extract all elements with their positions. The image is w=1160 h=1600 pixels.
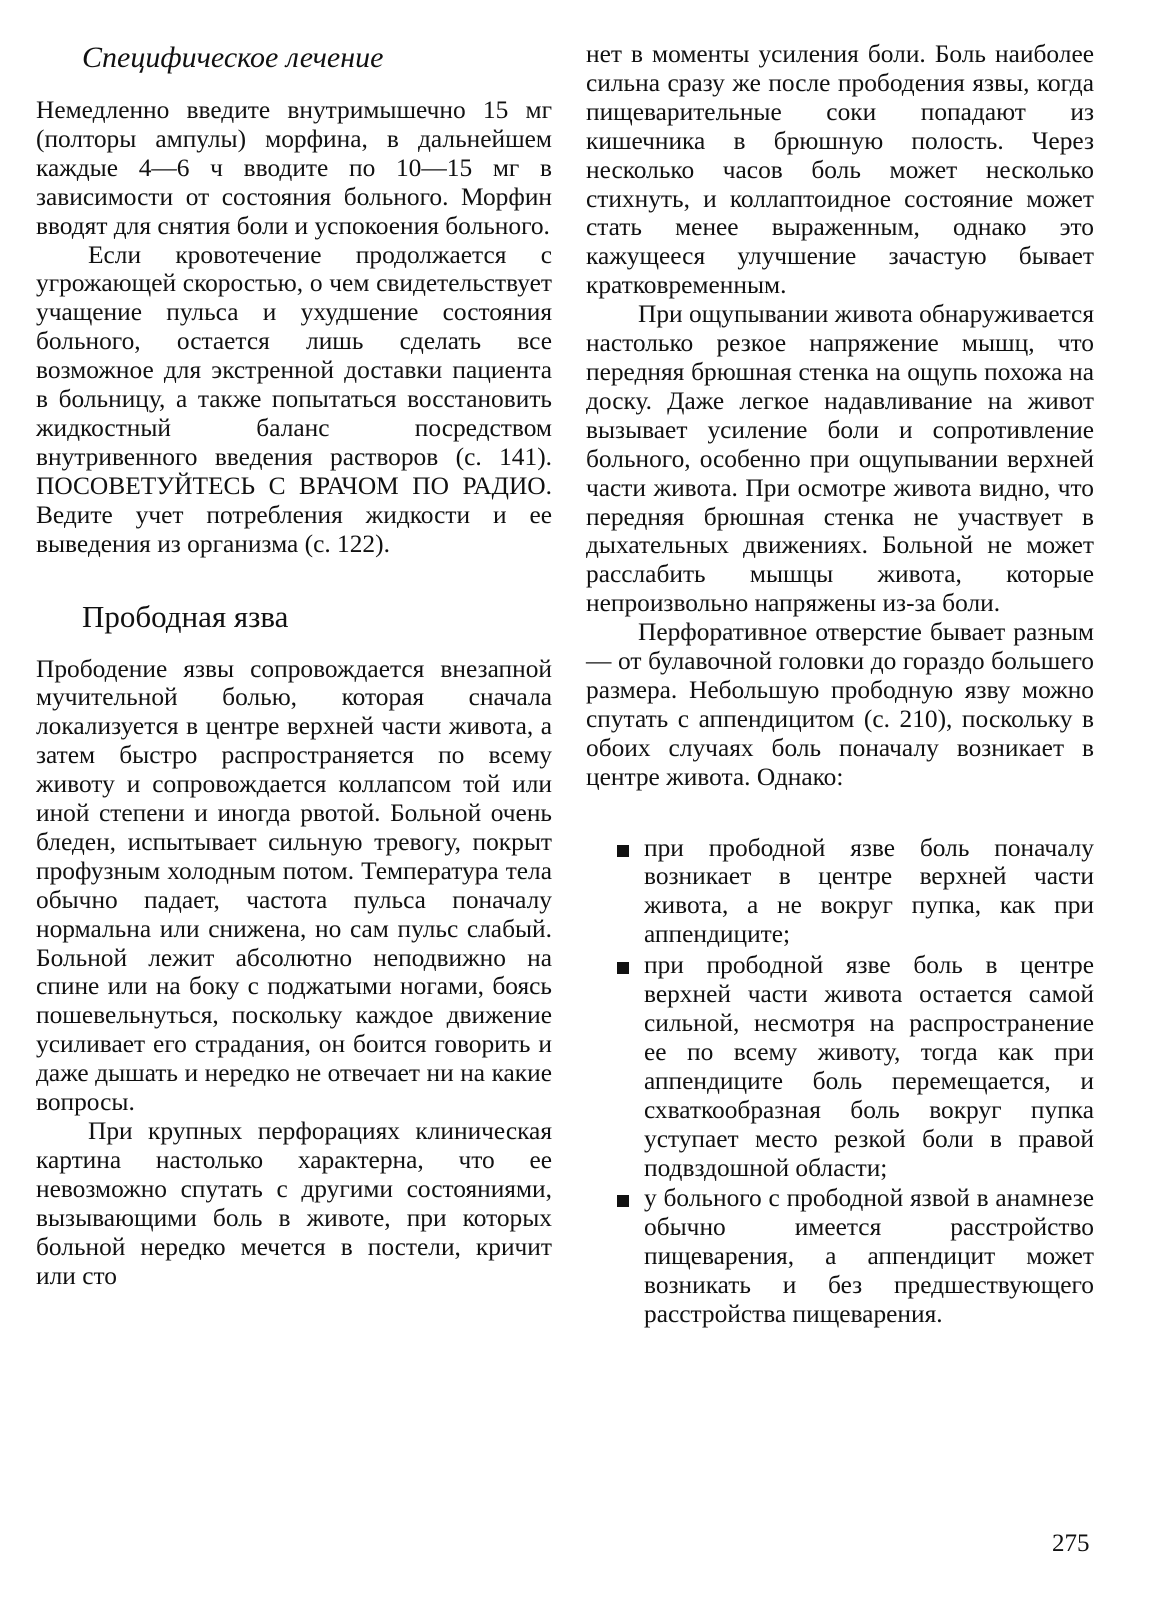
square-bullet-icon	[617, 962, 629, 974]
paragraph-bleeding: Если кровотечение продолжается с угрожающей скоростью, о чем свидетельствует учащение пульса и ухудшение состояния больного, остается лишь сделать все возможное для экстренной доставки пациента в больницу, а также попытаться восстановить жидкостный баланс посредством внутривенного введения растворов (с. 141). ПОСОВЕТУЙТЕСЬ С ВРАЧОМ ПО РАДИО. Ведите учет потребления жидкости и ее выведения из организма (с. 122).	[36, 240, 552, 558]
list-item: при прободной язве боль в центре верхней части живота остается самой сильной, несмотря на распространение ее по всему животу, тогда как при аппендиците боль перемещается, и схваткообразная боль вокруг пупка уступает место резкой боли в правой подвздошной области;	[644, 951, 1094, 1182]
heading-specific-treatment: Специфическое лечение	[82, 41, 384, 74]
square-bullet-icon	[617, 1195, 629, 1207]
list-item: при прободной язве боль поначалу возникает в центре верхней части живота, а не вокруг пупка, как при аппендиците;	[644, 834, 1094, 950]
list-item: у больного с прободной язвой в анамнезе обычно имеется расстройство пищеварения, а аппендицит может возникать и без предшествующего расстройства пищеварения.	[644, 1184, 1094, 1329]
paragraph-ulcer-symptoms: Прободение язвы сопровождается внезапной мучительной болью, которая сначала локализуется в центре верхней части живота, а затем быстро распространяется по всему животу и сопровождается коллапсом той или иной степени и иногда рвотой. Больной очень бледен, испытывает сильную тревогу, покрыт профузным холодным потом. Температура тела обычно падает, частота пульса поначалу нормальна или снижена, но сам пульс слабый. Больной лежит абсолютно неподвижно на спине или на боку с поджатыми ногами, боясь пошевельнуться, поскольку каждое движение усиливает его страдания, он боится говорить и даже дышать и нередко не отвечает ни на какие вопросы.	[36, 654, 552, 1117]
paragraph-morphine: Немедленно введите внутримышечно 15 мг (полторы ампулы) морфина, в дальнейшем каждые 4—6 ч вводите по 10—15 мг в зависимости от состояния больного. Морфин вводят для снятия боли и успокоения больного.	[36, 96, 552, 240]
left-column	[36, 40, 552, 1290]
paragraph-pain-continuation: нет в моменты усиления боли. Боль наиболее сильна сразу же после прободения язвы, когда пищеварительные соки попадают из кишечника в брюшную полость. Через несколько часов боль может несколько стихнуть, и коллаптоидное состояние может стать менее выраженным, однако это кажущееся улучшение зачастую бывает кратковременным.	[586, 40, 1094, 300]
page-number: 275	[1052, 1530, 1090, 1557]
heading-perforated-ulcer: Прободная язва	[82, 598, 289, 634]
square-bullet-icon	[617, 845, 629, 857]
differential-list	[586, 834, 1094, 1329]
paragraph-perforation-size: Перфоративное отверстие бывает разным — от булавочной головки до гораздо большего размера. Небольшую прободную язву можно спутать с аппендицитом (с. 210), поскольку в обоих случаях боль поначалу возникает в центре живота. Однако:	[586, 618, 1094, 791]
right-column	[586, 40, 1094, 1331]
paragraph-palpation: При ощупывании живота обнаруживается настолько резкое напряжение мышц, что передняя брюшная стенка на ощупь похожа на доску. Даже легкое надавливание на живот вызывает усиление боли и сопротивление больного, особенно при ощупывании верхней части живота. При осмотре живота видно, что передняя брюшная стенка не участвует в дыхательных движениях. Больной не может расслабить мышцы живота, которые непроизвольно напряжены из-за боли.	[586, 300, 1094, 618]
paragraph-large-perforations: При крупных перфорациях клиническая картина настолько характерна, что ее невозможно спутать с другими состояниями, вызывающими боль в животе, при которых больной нередко мечется в постели, кричит или сто	[36, 1117, 552, 1290]
